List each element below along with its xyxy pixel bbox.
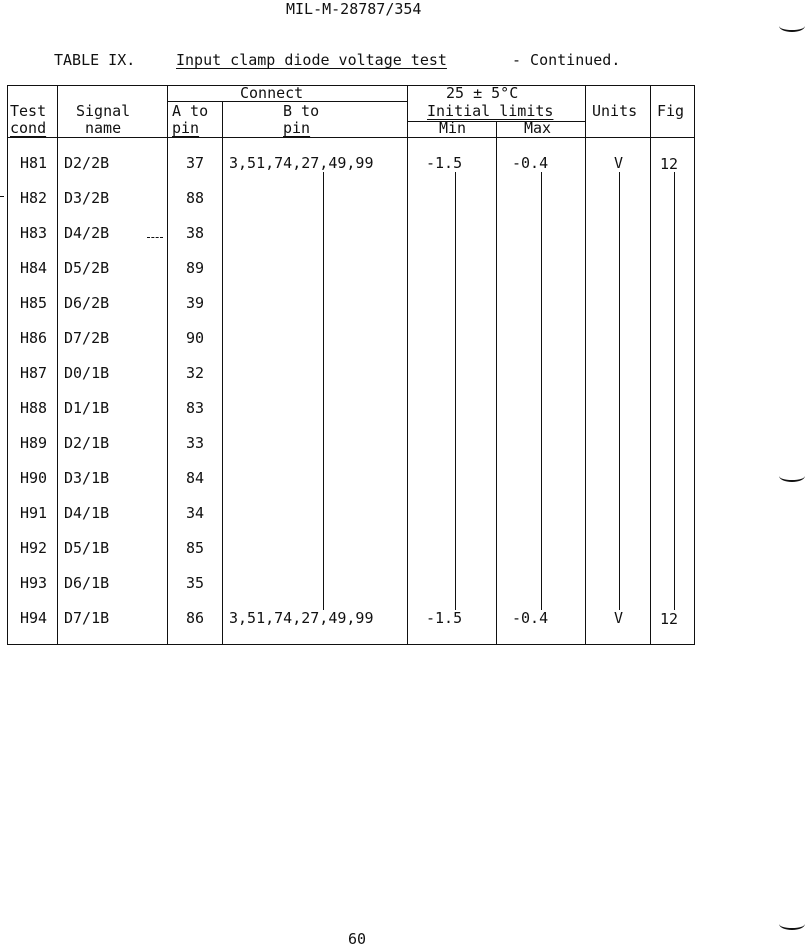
table-cell-cond: H93 [20,574,48,592]
table-cell-signal: D1/1B [64,399,110,417]
table-cell-cond: H84 [20,259,48,277]
col-divider [222,101,223,645]
header-temperature: 25 ± 5°C [446,84,519,102]
table-cell-a-pin: 83 [186,399,205,417]
table-cell-a-pin: 38 [186,224,205,242]
table-cell-cond: H87 [20,364,48,382]
header-connect: Connect [240,84,304,102]
header-signal-name-1: Signal [76,102,131,120]
table-cell-a-pin: 90 [186,329,205,347]
table-cell-cond: H90 [20,469,48,487]
header-fig: Fig [657,102,685,120]
scan-mark [0,196,4,197]
table-cell-signal: D4/1B [64,504,110,522]
table-bottom-border [7,644,694,645]
table-cell-a-pin: 88 [186,189,205,207]
header-units: Units [592,102,638,120]
table-cell-fig: 12 [660,155,679,173]
col-divider [167,85,168,645]
header-a-to-2: pin [172,119,200,137]
table-cell-signal: D3/1B [64,469,110,487]
ditto-line-min [455,172,456,610]
table-cell-signal: D7/1B [64,609,110,627]
table-cell-a-pin: 39 [186,294,205,312]
table-cell-signal: D0/1B [64,364,110,382]
margin-mark [779,20,805,32]
header-bottom-border [7,137,694,138]
table-cell-signal: D3/2B [64,189,110,207]
table-cell-units: V [614,609,624,627]
page-number: 60 [348,930,367,948]
table-cell-signal: D5/2B [64,259,110,277]
table-cell-cond: H81 [20,154,48,172]
limits-underline [407,121,585,122]
table-cell-signal: D6/2B [64,294,110,312]
scan-mark [147,237,163,238]
table-cell-a-pin: 84 [186,469,205,487]
table-cell-max: -0.4 [512,154,549,172]
header-max: Max [524,119,552,137]
table-top-border [7,85,694,86]
table-cell-cond: H88 [20,399,48,417]
margin-mark [779,470,805,482]
table-cell-cond: H85 [20,294,48,312]
header-initial-limits: Initial limits [427,102,554,120]
ditto-line-b-pin [323,172,324,610]
table-label: TABLE IX. [54,51,136,69]
table-cell-min: -1.5 [426,609,463,627]
header-b-to-1: B to [283,102,320,120]
table-cell-a-pin: 34 [186,504,205,522]
table-cell-signal: D6/1B [64,574,110,592]
table-cell-cond: H89 [20,434,48,452]
col-divider [585,85,586,645]
table-title: Input clamp diode voltage test [176,51,447,69]
table-cell-cond: H91 [20,504,48,522]
header-b-to-2: pin [283,119,311,137]
col-divider [650,85,651,645]
table-cell-fig: 12 [660,610,679,628]
table-cell-cond: H82 [20,189,48,207]
table-title-suffix: - Continued. [512,51,621,69]
margin-mark [779,918,805,930]
table-cell-signal: D5/1B [64,539,110,557]
table-cell-min: -1.5 [426,154,463,172]
table-cell-signal: D2/1B [64,434,110,452]
table-cell-cond: H83 [20,224,48,242]
table-cell-a-pin: 89 [186,259,205,277]
col-divider [407,85,408,645]
col-divider [694,85,695,645]
table-cell-cond: H86 [20,329,48,347]
header-min: Min [439,119,467,137]
table-cell-a-pin: 85 [186,539,205,557]
connect-underline [167,101,407,102]
ditto-line-fig [674,172,675,610]
table-cell-a-pin: 37 [186,154,205,172]
table-cell-cond: H92 [20,539,48,557]
header-signal-name-2: name [85,119,122,137]
header-test-cond-1: Test [10,102,47,120]
header-a-to-1: A to [172,102,209,120]
ditto-line-units [619,172,620,610]
col-divider [496,121,497,645]
table-cell-cond: H94 [20,609,48,627]
document-number: MIL-M-28787/354 [286,0,422,18]
table-cell-signal: D7/2B [64,329,110,347]
header-test-cond-2: cond [10,119,47,137]
table-cell-max: -0.4 [512,609,549,627]
col-divider [7,85,8,645]
col-divider [57,85,58,645]
table-cell-a-pin: 86 [186,609,205,627]
table-cell-signal: D2/2B [64,154,110,172]
table-cell-b-pin: 3,51,74,27,49,99 [229,154,374,172]
table-cell-signal: D4/2B [64,224,110,242]
ditto-line-max [541,172,542,610]
table-cell-b-pin: 3,51,74,27,49,99 [229,609,374,627]
table-cell-a-pin: 32 [186,364,205,382]
table-cell-a-pin: 33 [186,434,205,452]
table-cell-a-pin: 35 [186,574,205,592]
table-cell-units: V [614,154,624,172]
